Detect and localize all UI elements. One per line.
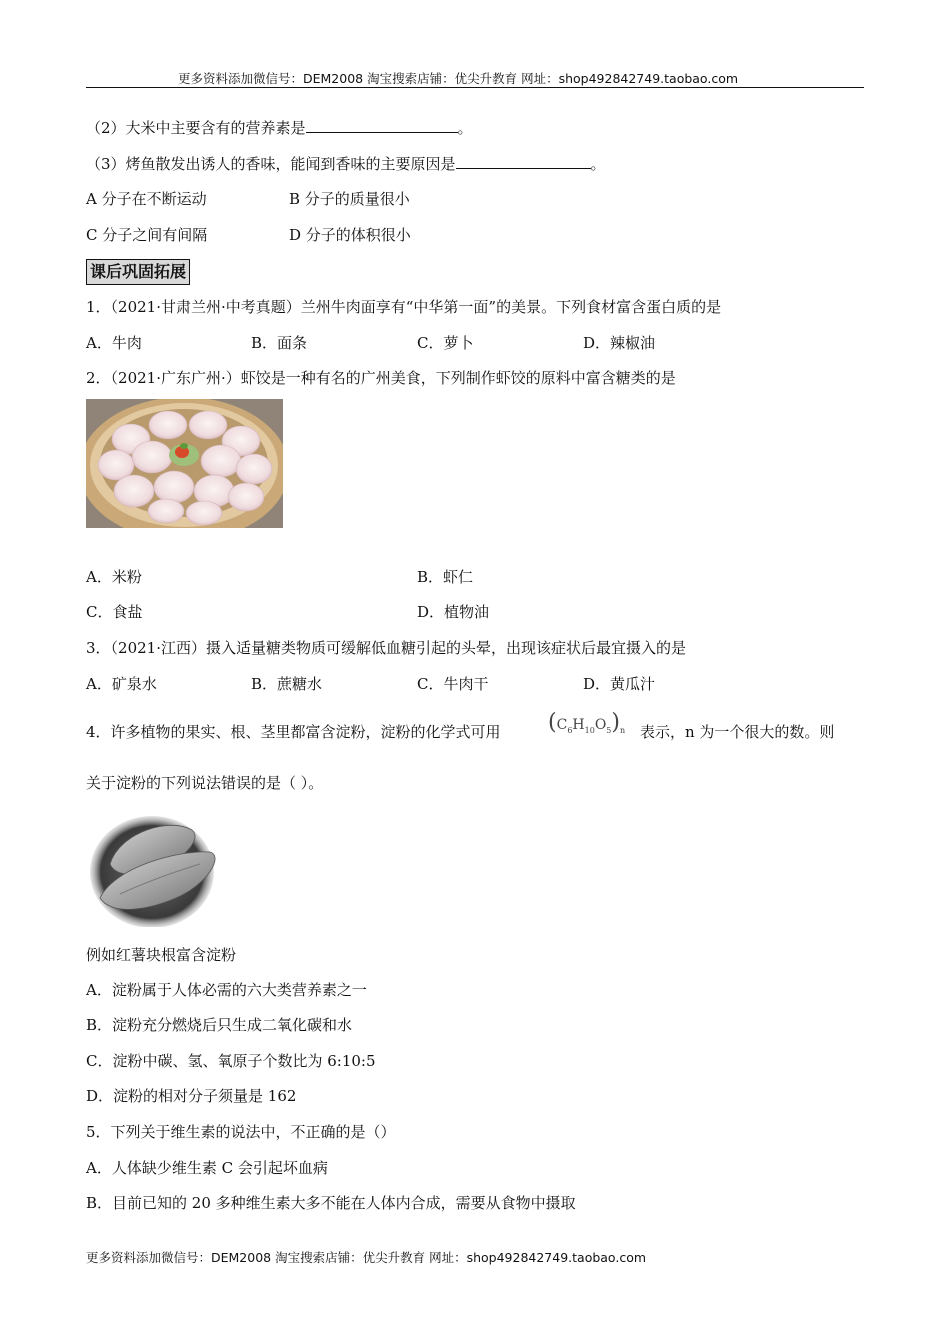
prev-opt-a: A 分子在不断运动 — [86, 190, 207, 208]
header-rule — [86, 87, 864, 88]
q4-opt-a: A．淀粉属于人体必需的六大类营养素之一 — [86, 981, 367, 999]
q2-opt-d: D．植物油 — [417, 603, 490, 621]
q2-opt-c: C．食盐 — [86, 603, 143, 621]
q1-opt-a: A．牛肉 — [86, 334, 142, 352]
section-title: 课后巩固拓展 — [86, 259, 190, 285]
prev-opt-b: B 分子的质量很小 — [289, 190, 410, 208]
answer-blank — [456, 154, 591, 169]
q4-opt-d: D．淀粉的相对分子须量是 162 — [86, 1087, 297, 1105]
q2-stem: 2．（2021·广东广州·）虾饺是一种有名的广州美食，下列制作虾饺的原料中富含糖类的是 — [86, 369, 676, 387]
prev-opt-c: C 分子之间有间隔 — [86, 226, 208, 244]
q1-stem: 1．（2021·甘肃兰州·中考真题）兰州牛肉面享有“中华第一面”的美景。下列食材富含蛋白质的是 — [86, 298, 722, 316]
q5-opt-b: B．目前已知的 20 多种维生素大多不能在人体内合成，需要从食物中摄取 — [86, 1194, 576, 1212]
q1-opt-b: B．面条 — [251, 334, 308, 352]
prev-q2: （2）大米中主要含有的营养素是 。 — [86, 119, 473, 137]
q2-opt-b: B．虾仁 — [417, 568, 474, 586]
page-header: 更多资料添加微信号：DEM2008 淘宝搜索店铺：优尖升教育 网址：shop492842749.taobao.com — [178, 71, 739, 86]
q4-stem-part2: 表示，n 为一个很大的数。则 — [640, 723, 835, 741]
q3-opt-a: A．矿泉水 — [86, 675, 157, 693]
q1-opt-d: D．辣椒油 — [583, 334, 656, 352]
q3-opt-c: C．牛肉干 — [417, 675, 489, 693]
page-footer: 更多资料添加微信号：DEM2008 淘宝搜索店铺：优尖升教育 网址：shop492842749.taobao.com — [86, 1250, 647, 1265]
q4-opt-b: B．淀粉充分燃烧后只生成二氧化碳和水 — [86, 1016, 353, 1034]
q2-opt-a: A．米粉 — [86, 568, 142, 586]
q4-stem-line2: 关于淀粉的下列说法错误的是（ ）。 — [86, 774, 324, 792]
q4-caption: 例如红薯块根富含淀粉 — [86, 946, 237, 964]
q4-stem-part1: 4．许多植物的果实、根、茎里都富含淀粉，淀粉的化学式可用 — [86, 723, 501, 741]
q3-opt-d: D．黄瓜汁 — [583, 675, 656, 693]
q5-opt-a: A．人体缺少维生素 C 会引起坏血病 — [86, 1159, 328, 1177]
q5-stem: 5．下列关于维生素的说法中，不正确的是（） — [86, 1123, 396, 1141]
shrimp-dumpling-image — [86, 399, 283, 528]
shrimp-dumpling-drawing — [86, 399, 283, 528]
starch-formula: $(C_6H_{10}O_5)_n$ — [548, 710, 626, 735]
q3-opt-b: B．蔗糖水 — [251, 675, 323, 693]
sweet-potato-image — [90, 812, 222, 927]
prev-opt-d: D 分子的体积很小 — [289, 226, 411, 244]
answer-blank — [306, 118, 458, 133]
q1-opt-c: C．萝卜 — [417, 334, 474, 352]
sweet-potato-drawing — [90, 812, 222, 927]
q3-stem: 3．（2021·江西）摄入适量糖类物质可缓解低血糖引起的头晕，出现该症状后最宜摄入的是 — [86, 639, 686, 657]
q4-opt-c: C．淀粉中碳、氢、氧原子个数比为 6:10:5 — [86, 1052, 376, 1070]
prev-q3: （3）烤鱼散发出诱人的香味，能闻到香味的主要原因是 。 — [86, 155, 606, 173]
